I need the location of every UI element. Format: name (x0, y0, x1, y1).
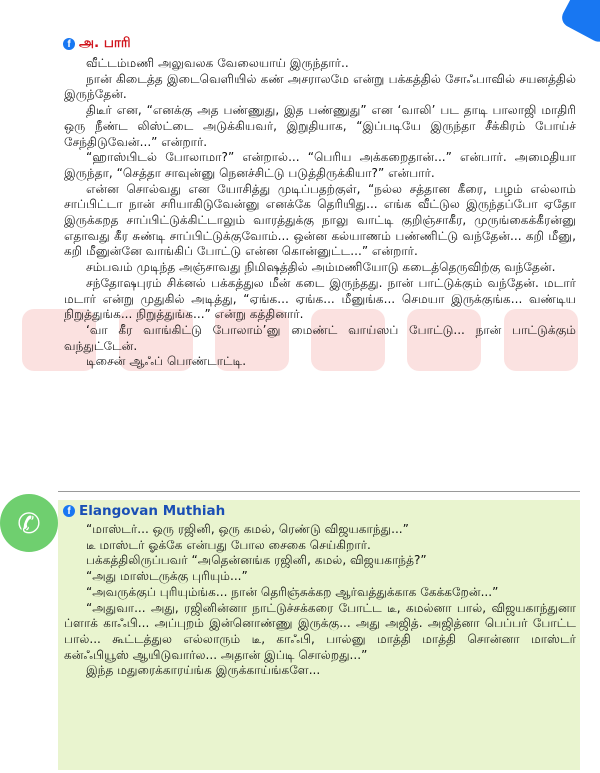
author-name: Elangovan Muthiah (79, 503, 226, 519)
paragraph: பக்கத்திலிருப்பவர் “அதென்னங்க ரஜினி, கமல், விஜயகாந்த்?” (86, 553, 427, 568)
paragraph: வீட்டம்மணி அலுவலக வேலையாய் இருந்தார்.. (86, 56, 349, 70)
facebook-icon: f (63, 505, 75, 517)
paragraph: திடீர் என, “எனக்கு அத பண்ணுது, இத பண்ணுது” என ‘வாலி’ பட தாடி பாலாஜி மாதிரி ஒரு நீண்ட லிஸ்ட்டை அடுக்கியவர், இறுதியாக, “இப்படியே இருந்தா சீக்கிரம் போய்ச் சேந்திடுவேன்...” என்றார். (64, 103, 576, 149)
whatsapp-icon: ✆ (0, 494, 58, 552)
paragraph: “அவருக்குப் புரியும்ங்க... நான் தெரிஞ்சுக்கற ஆர்வத்துக்காக கேக்கறேன்...” (86, 584, 499, 599)
paragraph: “மாஸ்டர்... ஒரு ரஜினி, ஒரு கமல், ரெண்டு விஜயகாந்து...” (86, 522, 409, 536)
paragraph: “ஹாஸ்பிடல் போலாமா?” என்றால்... “பெரிய அக்கறைதான்...” என்பார். அமைதியா இருந்தா, “செத்தா சாவுன்னு நெனச்சிட்டு படுத்திருக்கியா?” என்பார். (64, 150, 576, 180)
paragraph: நான் கிடைத்த இடைவெளியில் கண் அசராலமே என்று பக்கத்தில் சோஃபாவில் சயனத்தில் இருந்தேன். (64, 71, 576, 102)
facebook-icon: f (63, 38, 75, 50)
paragraph: சம்பவம் முடிந்த அஞ்சாவது நிமிஷத்தில் அம்மணியோடு கடைத்தெருவிற்கு வந்தேன். (86, 260, 556, 275)
paragraph: சந்தோஷபுரம் சிக்னல் பக்கத்துல மீன் கடை இருந்தது. நான் பாட்டுக்கும் வந்தேன். மடார் மடார் என்று முதுகில் அடித்து, “ஏங்க... ஏங்க... மீனுங்க... செமயா இருக்குங்க... வண்டிய நிறுத்துங்க... நிறுத்துங்க...” என்று கத்தினார். (64, 275, 576, 322)
post-two (58, 500, 580, 770)
paragraph: இந்த மதுரைக்காரய்ங்க இருக்காய்ங்களே... (86, 663, 321, 678)
paragraph: டீ மாஸ்டர் ஓக்கே என்பது போல சைகை செய்கிறார். (86, 537, 371, 552)
paragraph: டிசைன் ஆஃப் பொண்டாட்டி. (86, 354, 247, 369)
post-two-author[interactable] (58, 500, 580, 519)
divider (58, 491, 580, 492)
post-one-author[interactable] (58, 35, 580, 53)
author-name: அ. பாரி (79, 35, 131, 51)
paragraph: என்ன சொல்வது என யோசித்து முடிப்பதற்குள், “நல்ல சத்தான கீரை, பழம் எல்லாம் சாப்பிட்டா நான் சரியாகிடுவேன்னு எனக்கே தெரியிது... எங்க வீட்டுல இருந்தப்போ ஏதோ இருக்கறத சாப்பிட்டுக்கிட்டாலும் வாரத்துக்கு நாலு வாட்டி குறிஞ்சாகீர, முருங்கைக்கீரன்னு எதாவது கீர சுண்டி சாப்பிட்டுக்குவோம்... ஒன்ன கல்யாணம் பண்ணிட்டு வந்தேன்... கறி மீனு, கறி மீனுன்னே வாங்கிப் போட்டு என்ன கொன்னுட்ட...” என்றார். (64, 181, 576, 259)
post-one (58, 35, 580, 370)
paragraph: “அதுவா... அது, ரஜினின்னா நாட்டுச்சக்கரை போட்ட டீ, கமல்னா பால், விஜயகாந்துனா ப்ளாக் காஃபி... அப்புறம் இன்னொண்ணு இருக்கு... அது அஜித். அஜித்னா பெப்பர் போட்ட பால்... கூட்டத்துல எல்லாரும் டீ, காஃபி, பால்னு மாத்தி மாத்தி சொன்னா மாஸ்டர் கன்ஃபியூஸ் ஆயிடுவார்ல... அதான் இப்டி சொல்றது...” (64, 600, 576, 662)
paragraph: ‘வா கீர வாங்கிட்டு போலாம்’னு மைண்ட் வாய்ஸப் போட்டு... நான் பாட்டுக்கும் வந்துட்டேன். (64, 322, 576, 353)
paragraph: “அது மாஸ்டருக்கு புரியும்...” (86, 569, 248, 584)
